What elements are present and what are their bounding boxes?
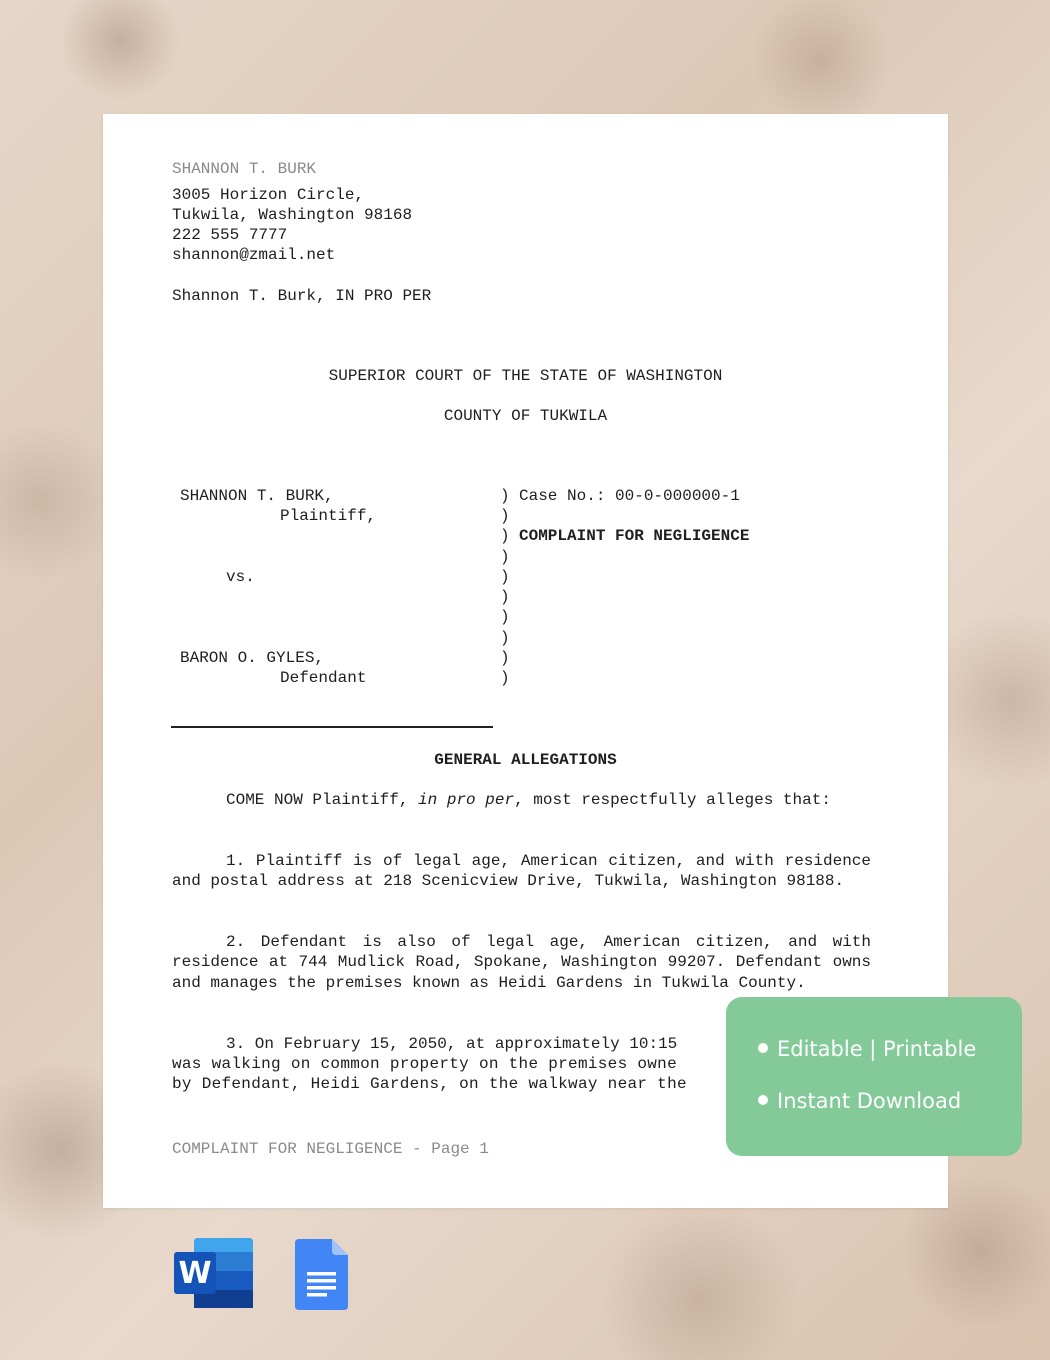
microsoft-word-icon[interactable] <box>174 1238 254 1308</box>
feature-editable-printable-label: Editable | Printable <box>777 1037 977 1061</box>
allegation-1-text: 1. Plaintiff is of legal age, American citizen, and with residence and postal address at 218 Scenicview Drive, Tukwila, Washington 98188. <box>172 852 871 891</box>
defendant-role: Defendant <box>280 669 367 687</box>
pro-per-line: Shannon T. Burk, IN PRO PER <box>172 287 432 305</box>
court-county: COUNTY OF TUKWILA <box>443 407 608 425</box>
allegation-1 <box>172 851 871 892</box>
sender-phone: 222 555 7777 <box>172 226 288 244</box>
section-title: GENERAL ALLEGATIONS <box>434 751 617 769</box>
intro-paragraph <box>172 790 871 810</box>
allegation-2-text: 2. Defendant is also of legal age, American citizen, and with residence at 744 Mudlick Road, Spokane, Washington 99207. Defendant owns and manages the premises known as Heidi Gardens in Tukwila County. <box>172 933 871 992</box>
feature-editable-printable <box>758 1036 976 1062</box>
word-letter: W <box>178 1256 212 1291</box>
sender-name: SHANNON T. BURK <box>172 160 317 178</box>
caption-divider <box>171 726 493 728</box>
allegation-3-line-3: by Defendant, Heidi Gardens, on the walkway near the <box>172 1075 687 1093</box>
allegation-3-line-1 <box>172 1034 677 1054</box>
page-footer: COMPLAINT FOR NEGLIGENCE - Page 1 <box>172 1140 489 1158</box>
allegation-3-text-1: 3. On February 15, 2050, at approximately 10:15 <box>226 1035 678 1053</box>
intro-text-b: , most respectfully alleges that: <box>514 791 831 809</box>
paren: ) <box>500 588 510 606</box>
defendant-name: BARON O. GYLES, <box>180 649 325 667</box>
paren: ) <box>500 487 510 505</box>
paren: ) <box>500 568 510 586</box>
paren: ) <box>500 608 510 626</box>
feature-badge <box>726 997 1022 1156</box>
intro-text-a: COME NOW Plaintiff, <box>226 791 409 809</box>
feature-instant-download-label: Instant Download <box>777 1089 962 1113</box>
paren: ) <box>500 629 510 647</box>
paren: ) <box>500 548 510 566</box>
sender-address-line-1: 3005 Horizon Circle, <box>172 186 365 204</box>
paren: ) <box>500 649 510 667</box>
bullet-icon <box>758 1043 768 1053</box>
allegation-3-line-2: was walking on common property on the premises owne <box>172 1055 677 1073</box>
paren: ) <box>500 507 510 525</box>
paren: ) <box>500 527 510 545</box>
plaintiff-role: Plaintiff, <box>280 507 377 525</box>
google-docs-icon[interactable] <box>295 1239 348 1310</box>
plaintiff-name: SHANNON T. BURK, <box>180 487 334 505</box>
intro-italic: in pro per <box>418 791 515 809</box>
bullet-icon <box>758 1095 768 1105</box>
allegation-2 <box>172 932 871 993</box>
versus-label: vs. <box>226 568 255 586</box>
document-title: COMPLAINT FOR NEGLIGENCE <box>519 527 750 545</box>
sender-address-line-2: Tukwila, Washington 98168 <box>172 206 413 224</box>
court-name: SUPERIOR COURT OF THE STATE OF WASHINGTON <box>328 367 723 385</box>
paren: ) <box>500 669 510 687</box>
feature-instant-download <box>758 1088 961 1114</box>
case-number: Case No.: 00-0-000000-1 <box>519 487 740 505</box>
sender-email: shannon@zmail.net <box>172 246 336 264</box>
